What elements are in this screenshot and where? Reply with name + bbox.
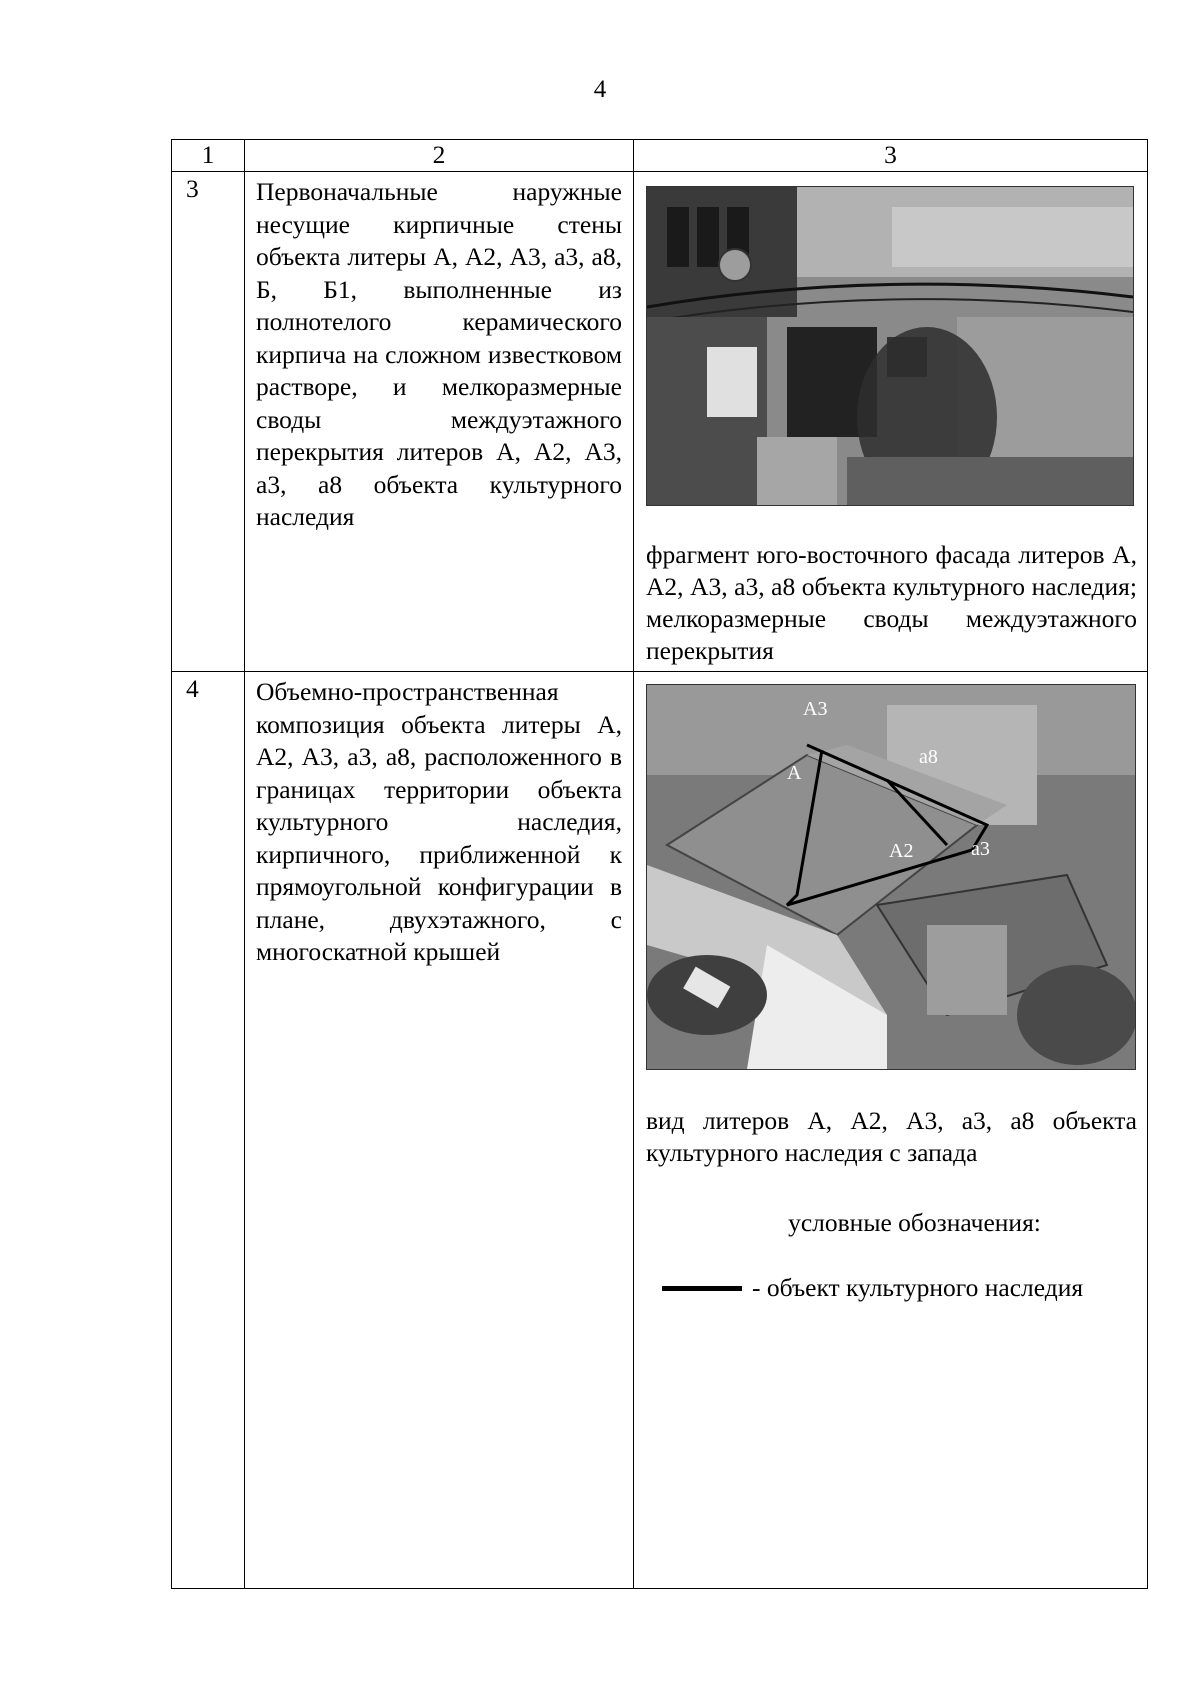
- page-number: 4: [593, 76, 607, 103]
- table-row: [172, 172, 1148, 672]
- row-caption: вид литеров А, А2, А3, а3, а8 объекта культурного наследия с запада: [646, 1106, 1137, 1167]
- photo-label: А: [787, 762, 802, 784]
- header-col-3: 3: [634, 140, 1148, 172]
- row-image-cell: [634, 672, 1148, 1589]
- row-description: Первоначальные наружные несущие кирпичные стены объекта литеры А, А2, А3, а3, а8, Б, Б1, выполненные из полнотелого керамического кирпича на сложном известковом растворе, и мелкоразмерные своды междуэтажного перекрытия литеров А, А2, А3, а3, а8 объекта культурного наследия: [245, 172, 634, 672]
- legend-item: [662, 1272, 1147, 1305]
- row-number: 4: [172, 672, 245, 1589]
- photo-label: А3: [803, 698, 828, 720]
- row-description: Объемно-пространственная композиция объекта литеры А, А2, А3, а3, а8, расположенного в границах территории объекта культурного наследия, кирпичного, приближенной к прямоугольной конфигурации в плане, двухэтажного, с многоскатной крышей: [245, 672, 634, 1589]
- row-image-cell: [634, 172, 1148, 672]
- photo-label: А2: [889, 840, 914, 862]
- row-number: 3: [172, 172, 245, 672]
- table-row: [172, 672, 1148, 1589]
- photo-label: а3: [971, 838, 990, 860]
- facade-photo: [646, 186, 1134, 506]
- legend-label: - объект культурного наследия: [752, 1273, 1084, 1302]
- legend-line-icon: [662, 1286, 742, 1291]
- header-col-2: 2: [245, 140, 634, 172]
- table-header-row: [172, 140, 1148, 172]
- header-col-1: 1: [172, 140, 245, 172]
- aerial-photo: [646, 684, 1136, 1070]
- row-caption: фрагмент юго-восточного фасада литеров А, А2, А3, а3, а8 объекта культурного наследия; мелкоразмерные своды междуэтажного перекрытия: [646, 540, 1137, 665]
- heritage-table: [171, 139, 1148, 1589]
- legend-title: условные обозначения:: [788, 1208, 1041, 1237]
- photo-label: а8: [919, 746, 938, 768]
